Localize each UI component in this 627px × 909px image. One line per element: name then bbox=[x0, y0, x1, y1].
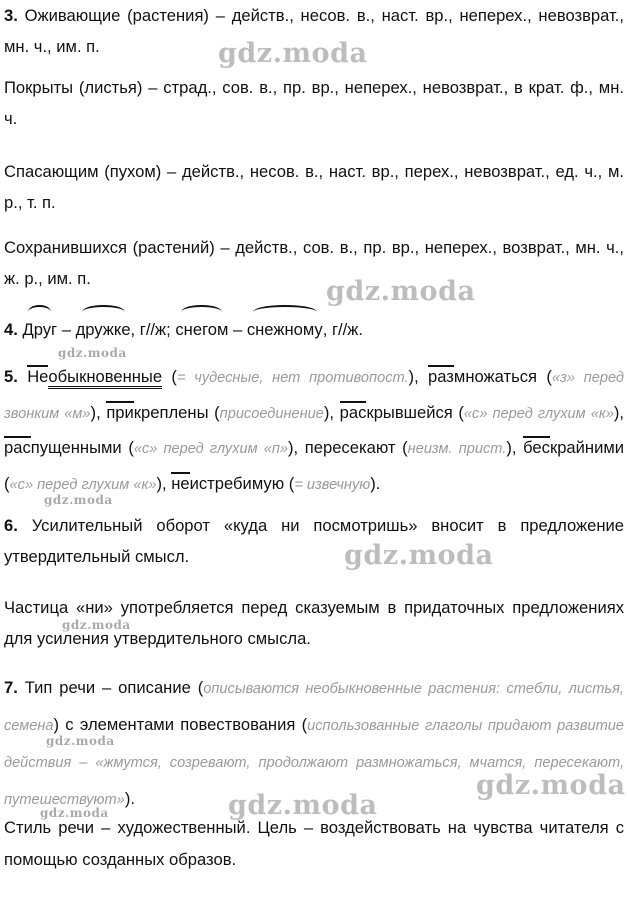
root-word: снегом bbox=[175, 314, 228, 345]
paragraph-3-spasayushchim: Спасающим (пухом) – действ., несов. в., наст. вр., перех., невозврат., ед. ч., м. р., т. п. bbox=[4, 162, 624, 212]
note: «с» перед глухим «к» bbox=[463, 405, 614, 422]
marked-word bbox=[171, 467, 284, 502]
word-rest: крывшейся bbox=[366, 402, 453, 422]
root-word: снежному bbox=[247, 314, 323, 345]
paragraph-8: Стиль речи – художественный. Цель – воздействовать на чувства читателя с помощью созданных образов. bbox=[4, 818, 624, 869]
marked-word bbox=[27, 360, 162, 395]
prefix: бес bbox=[523, 438, 550, 457]
marked-word bbox=[340, 396, 453, 431]
text: ) с элементами повествования ( bbox=[53, 715, 308, 734]
dash: – bbox=[57, 320, 76, 339]
word-rest: истребимую bbox=[189, 473, 285, 493]
prefix: рас bbox=[4, 438, 31, 457]
watermark: gdz.moda bbox=[344, 540, 494, 571]
note: описываются необыкновенные растения: стебли, листья, семена bbox=[4, 681, 624, 734]
word-rest: крайними bbox=[549, 438, 625, 457]
prefix: рас bbox=[339, 402, 367, 422]
marked-word bbox=[523, 431, 624, 466]
word-rest: креплены bbox=[133, 402, 209, 422]
watermark: gdz.moda bbox=[40, 806, 109, 820]
watermark: gdz.moda bbox=[476, 770, 626, 801]
prefix: при bbox=[106, 402, 134, 422]
paragraph-5: 5. Необыкновенные (= чудесные, нет противопост.), размножаться («з» перед звонким «м»), прикреплены (присоединение), раскрывшейся («с» перед глухим «к»), распущенными («с» перед глухим «п»), пересекают (неизм. прист.), бескрайними («с» перед глухим «к»), неистребимую (= извечную). bbox=[4, 360, 624, 502]
watermark: gdz.moda bbox=[218, 38, 368, 69]
prefix: раз bbox=[428, 367, 454, 386]
item-number: 5. bbox=[4, 367, 18, 386]
note: неизм. прист. bbox=[407, 441, 507, 457]
text: ). bbox=[124, 789, 135, 808]
marked-word bbox=[106, 396, 208, 431]
note: = чудесные, нет противопост. bbox=[176, 370, 409, 386]
word-rest: пущенными bbox=[30, 438, 122, 457]
item-text: Усилительный оборот «куда ни посмотришь» вносит в предложение утвердительный смысл. bbox=[4, 516, 624, 566]
note: «с» перед глухим «к» bbox=[9, 476, 157, 493]
word-rest: множаться bbox=[453, 367, 538, 386]
dash: – bbox=[228, 320, 247, 339]
paragraph-3-sokhranivshikhsya: Сохранившихся (растений) – действ., сов. в., пр. вр., неперех., возврат., мн. ч., ж. р., им. п. bbox=[4, 238, 624, 288]
note: «с» перед глухим «п» bbox=[133, 441, 288, 457]
marked-word bbox=[4, 431, 122, 466]
watermark: gdz.moda bbox=[44, 493, 113, 507]
root-word: дружке bbox=[76, 314, 131, 345]
item-number: 3. bbox=[4, 6, 18, 25]
note: «з» перед звонким «м» bbox=[4, 370, 624, 422]
paragraph-4 bbox=[4, 314, 624, 345]
paragraph-6 bbox=[4, 510, 624, 572]
item-number: 6. bbox=[4, 516, 18, 535]
root-word: Друг bbox=[22, 314, 57, 345]
note: = извечную bbox=[294, 476, 371, 493]
watermark: gdz.moda bbox=[228, 790, 378, 821]
watermark: gdz.moda bbox=[62, 618, 131, 632]
marked-word bbox=[428, 360, 537, 395]
prefix: Не bbox=[27, 367, 49, 386]
alternation-note: , г//ж; bbox=[130, 320, 176, 339]
watermark: gdz.moda bbox=[58, 346, 127, 360]
item-number: 7. bbox=[4, 678, 18, 697]
note: присоединение bbox=[219, 405, 324, 422]
note: использованные глаголы придают развитие действия – «жмутся, созревают, продолжают размножаться, мчатся, пересекают, путешествуют» bbox=[4, 718, 624, 808]
prefix: не bbox=[171, 473, 190, 493]
item-text: Оживающие (растения) – действ., несов. в., наст. вр., неперех., невозврат., мн. ч., им. п. bbox=[4, 6, 624, 56]
paragraph-6-chastitsa: Частица «ни» употребляется перед сказуемым в придаточных предложениях для усиления утвердительного смысла. bbox=[4, 598, 624, 648]
word-rest: обыкновенные bbox=[48, 367, 162, 389]
item-number: 4. bbox=[4, 320, 18, 339]
watermark: gdz.moda bbox=[46, 734, 115, 748]
alternation-note: , г//ж. bbox=[322, 320, 363, 339]
watermark: gdz.moda bbox=[326, 276, 476, 307]
word: пересекают bbox=[304, 438, 396, 457]
paragraph-3-pokryty: Покрыты (листья) – страд., сов. в., пр. вр., неперех., невозврат., в крат. ф., мн. ч. bbox=[4, 78, 624, 128]
text: Тип речи – описание ( bbox=[24, 678, 204, 697]
